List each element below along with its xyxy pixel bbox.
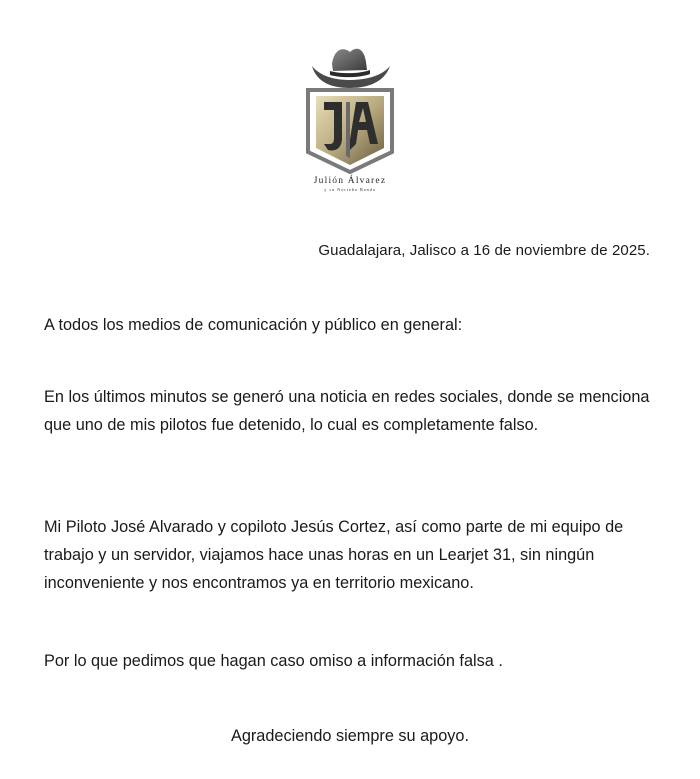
paragraph-1: En los últimos minutos se generó una noticia en redes sociales, donde se menciona que uno de mis pilotos fue detenido, lo cual es completamente falso. — [44, 388, 650, 434]
closing-line: Agradeciendo siempre su apoyo. — [230, 727, 470, 745]
date-line: Guadalajara, Jalisco a 16 de noviembre de 2025. — [318, 242, 650, 259]
salutation: A todos los medios de comunicación y público en general: — [44, 316, 463, 334]
julion-alvarez-logo — [290, 40, 410, 200]
logo-brand-name: Julión Álvarez — [313, 176, 387, 186]
paragraph-3: Por lo que pedimos que hagan caso omiso a información falsa . — [44, 652, 503, 670]
cowboy-hat-icon — [312, 49, 390, 88]
paragraph-2: Mi Piloto José Alvarado y copiloto Jesús Cortez, así como parte de mi equipo de trabajo y un servidor, viajamos hace unas horas en un Learjet 31, sin ningún inconveniente y nos encontramos ya en territorio mexicano. — [44, 518, 624, 592]
ja-monogram-icon — [308, 90, 392, 172]
logo-brand-subtitle: y su Norteño Banda — [324, 187, 376, 192]
logo-emblem — [290, 40, 410, 200]
